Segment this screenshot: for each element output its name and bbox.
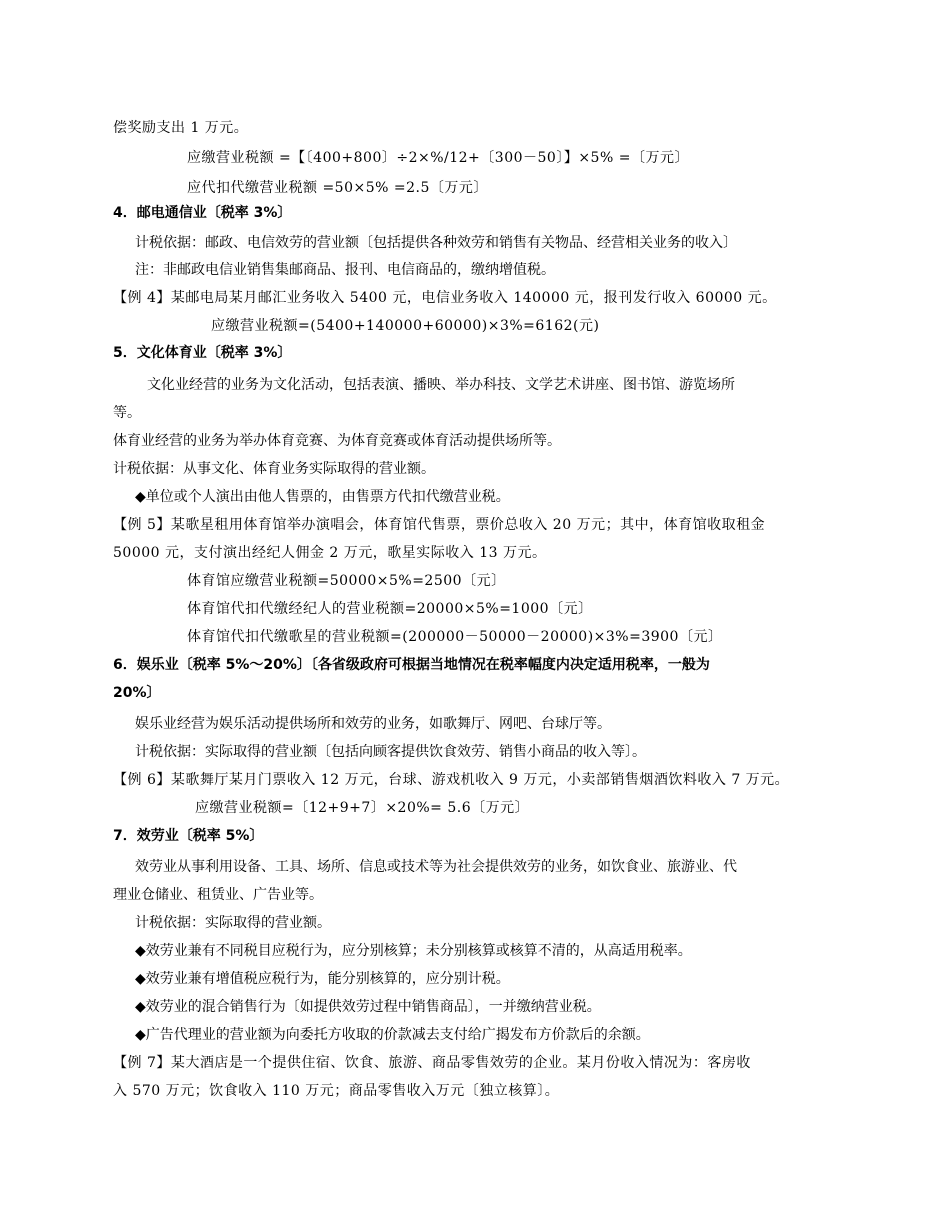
- text-line: 体育业经营的业务为举办体育竞赛、为体育竞赛或体育活动提供场所等。: [113, 433, 561, 449]
- section-heading: 4．邮电通信业〔税率 3%〕: [113, 205, 292, 221]
- text-line: 计税依据：实际取得的营业额。: [135, 915, 331, 931]
- example-line: 入 570 万元；饮食收入 110 万元；商品零售收入万元〔独立核算〕。: [113, 1083, 560, 1099]
- formula-line: 体育馆应缴营业税额=50000×5%=2500〔元〕: [187, 573, 506, 589]
- formula-line: 体育馆代扣代缴经纪人的营业税额=20000×5%=1000〔元〕: [187, 601, 593, 617]
- example-line: 【例 6】某歌舞厅某月门票收入 12 万元，台球、游戏机收入 9 万元，小卖部销售烟酒饮料收入 7 万元。: [113, 772, 790, 788]
- formula-line: 应缴营业税额=(5400+140000+60000)×3%=6162(元): [211, 318, 600, 334]
- section-heading: 6．娱乐业〔税率 5%～20%〕〔各省级政府可根据当地情况在税率幅度内决定适用税率，一般为: [113, 657, 710, 673]
- example-line: 【例 5】某歌星租用体育馆举办演唱会，体育馆代售票，票价总收入 20 万元；其中，体育馆收取租金: [113, 517, 766, 533]
- example-line: 【例 4】某邮电局某月邮汇业务收入 5400 元，电信业务收入 140000 元，报刊发行收入 60000 元。: [113, 290, 777, 306]
- bullet-line: ◆效劳业的混合销售行为〔如提供效劳过程中销售商品〕，一并缴纳营业税。: [135, 999, 601, 1015]
- bullet-line: ◆单位或个人演出由他人售票的，由售票方代扣代缴营业税。: [135, 489, 510, 505]
- example-line: 【例 7】某大酒店是一个提供住宿、饮食、旅游、商品零售效劳的企业。某月份收入情况为：客房收: [113, 1055, 751, 1071]
- text-line: 偿奖励支出 1 万元。: [113, 120, 249, 136]
- section-heading: 7．效劳业〔税率 5%〕: [113, 828, 264, 844]
- text-line: 等。: [113, 405, 141, 421]
- text-line: 文化业经营的业务为文化活动，包括表演、播映、举办科技、文学艺术讲座、图书馆、游览场所: [147, 377, 735, 393]
- bullet-line: ◆广告代理业的营业额为向委托方收取的价款减去支付给广揭发布方价款后的余额。: [135, 1027, 650, 1043]
- formula-line: 应代扣代缴营业税额 =50×5% =2.5〔万元〕: [187, 180, 488, 196]
- formula-line: 体育馆代扣代缴歌星的营业税额=(200000－50000－20000)×3%=3900〔元〕: [187, 629, 723, 645]
- text-line: 计税依据：从事文化、体育业务实际取得的营业额。: [113, 461, 435, 477]
- example-line: 50000 元，支付演出经纪人佣金 2 万元，歌星实际收入 13 万元。: [113, 545, 547, 561]
- text-line: 理业仓储业、租赁业、广告业等。: [113, 887, 323, 903]
- formula-line: 应缴营业税额=〔12+9+7〕×20%= 5.6〔万元〕: [195, 800, 530, 816]
- text-line: 娱乐业经营为娱乐活动提供场所和效劳的业务，如歌舞厅、网吧、台球厅等。: [135, 716, 611, 732]
- text-line: 计税依据：邮政、电信效劳的营业额〔包括提供各种效劳和销售有关物品、经营相关业务的收入〕: [135, 235, 737, 251]
- text-line: 计税依据：实际取得的营业额〔包括向顾客提供饮食效劳、销售小商品的收入等〕。: [135, 744, 646, 760]
- text-line: 效劳业从事利用设备、工具、场所、信息或技术等为社会提供效劳的业务，如饮食业、旅游业、代: [135, 859, 737, 875]
- text-line: 注：非邮政电信业销售集邮商品、报刊、电信商品的，缴纳增值税。: [135, 262, 555, 278]
- bullet-line: ◆效劳业兼有不同税目应税行为，应分别核算；未分别核算或核算不清的，从高适用税率。: [135, 943, 692, 959]
- bullet-line: ◆效劳业兼有增值税应税行为，能分别核算的，应分别计税。: [135, 971, 510, 987]
- section-heading: 20%〕: [113, 685, 161, 701]
- formula-line: 应缴营业税额 =【〔400+800〕÷2×%/12+〔300－50〕】×5% =〔万元〕: [187, 150, 689, 166]
- section-heading: 5．文化体育业〔税率 3%〕: [113, 345, 292, 361]
